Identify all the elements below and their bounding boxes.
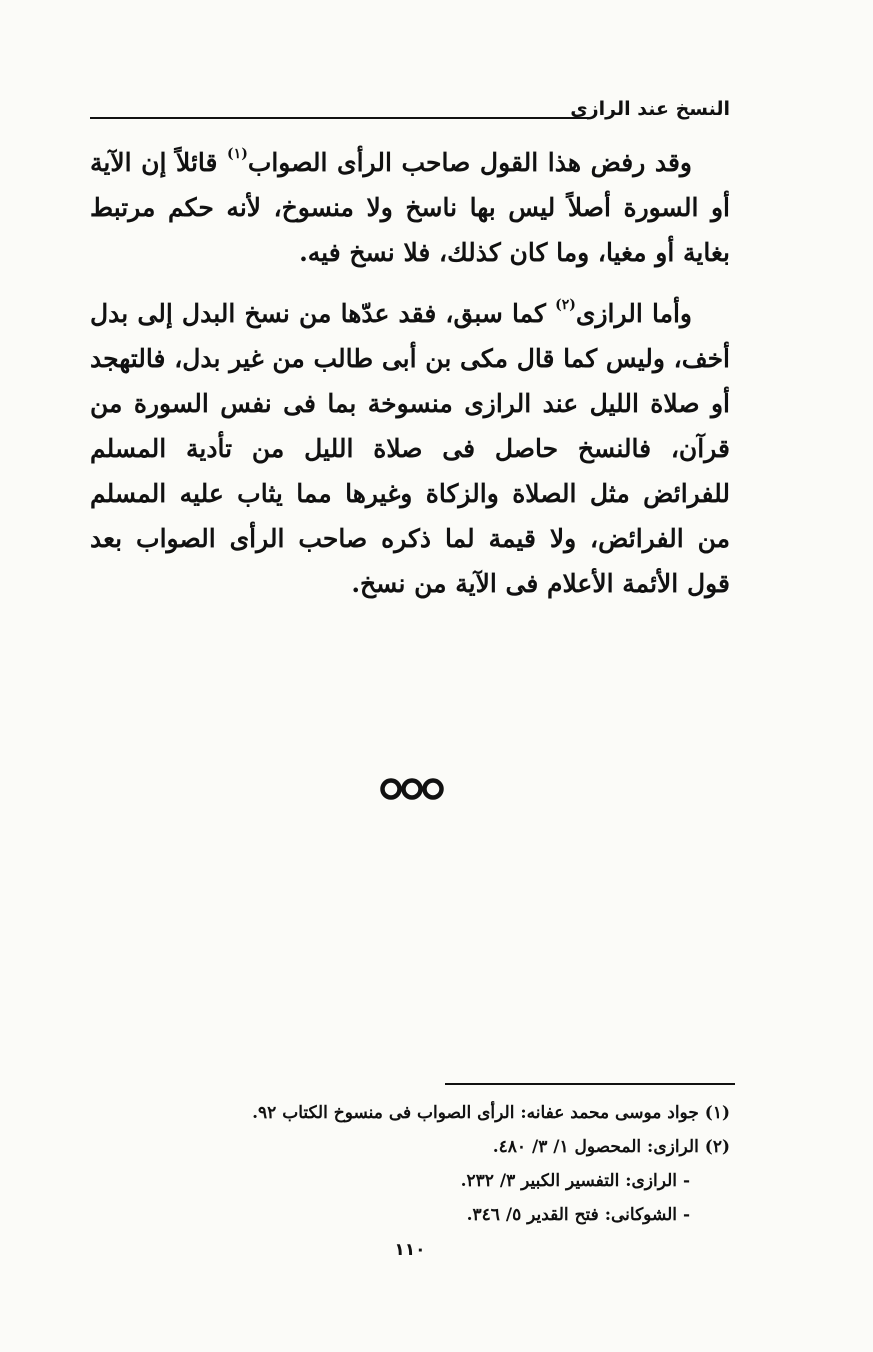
- footnote-ref-2[interactable]: (٢): [555, 296, 576, 313]
- paragraph-1: [90, 140, 730, 275]
- three-rings-ornament-icon: [380, 776, 444, 802]
- header-rule: [90, 117, 592, 119]
- footnote-ref-1[interactable]: (١): [227, 145, 248, 162]
- running-head-title: النسخ عند الرازى: [570, 98, 730, 120]
- paragraph-1-text-a: وقد رفض هذا القول صاحب الرأى الصواب: [247, 148, 692, 177]
- footnote-2-sub-2: - الشوكانى: فتح القدير ٥/ ٣٤٦.: [466, 1205, 690, 1225]
- footnote-1: (١) جواد موسى محمد عفانه: الرأى الصواب فى منسوخ الكتاب ٩٢.: [252, 1103, 730, 1123]
- footnotes: [252, 1096, 730, 1232]
- footnote-rule: [445, 1083, 735, 1085]
- footnote-2: (٢) الرازى: المحصول ١/ ٣/ ٤٨٠.: [492, 1137, 730, 1157]
- footnote-2-sub-1: - الرازى: التفسير الكبير ٣/ ٢٣٢.: [460, 1171, 690, 1191]
- paragraph-2: [90, 291, 730, 606]
- paragraph-2-text-a: وأما الرازى: [575, 299, 692, 328]
- paragraph-1-text-b: قائلاً إن الآية أو السورة أصلاً ليس بها ناسخ ولا منسوخ، لأنه حكم مرتبط بغاية أو مغيا، وما كان كذلك، فلا نسخ فيه.: [90, 148, 730, 267]
- paragraph-2-text-b: كما سبق، فقد عدّها من نسخ البدل إلى بدل أخف، وليس كما قال مكى بن أبى طالب من غير بدل، فالتهجد أو صلاة الليل عند الرازى منسوخة بما فى نفس السورة من قرآن، فالنسخ حاصل فى صلاة الليل من تأدية المسلم للفرائض مثل الصلاة والزكاة وغيرها مما يثاب عليه المسلم من الفرائض، ولا قيمة لما ذكره صاحب الرأى الصواب بعد قول الأئمة الأعلام فى الآية من نسخ.: [89, 299, 730, 598]
- main-text: [90, 140, 730, 606]
- page-number: ١١٠: [394, 1240, 426, 1260]
